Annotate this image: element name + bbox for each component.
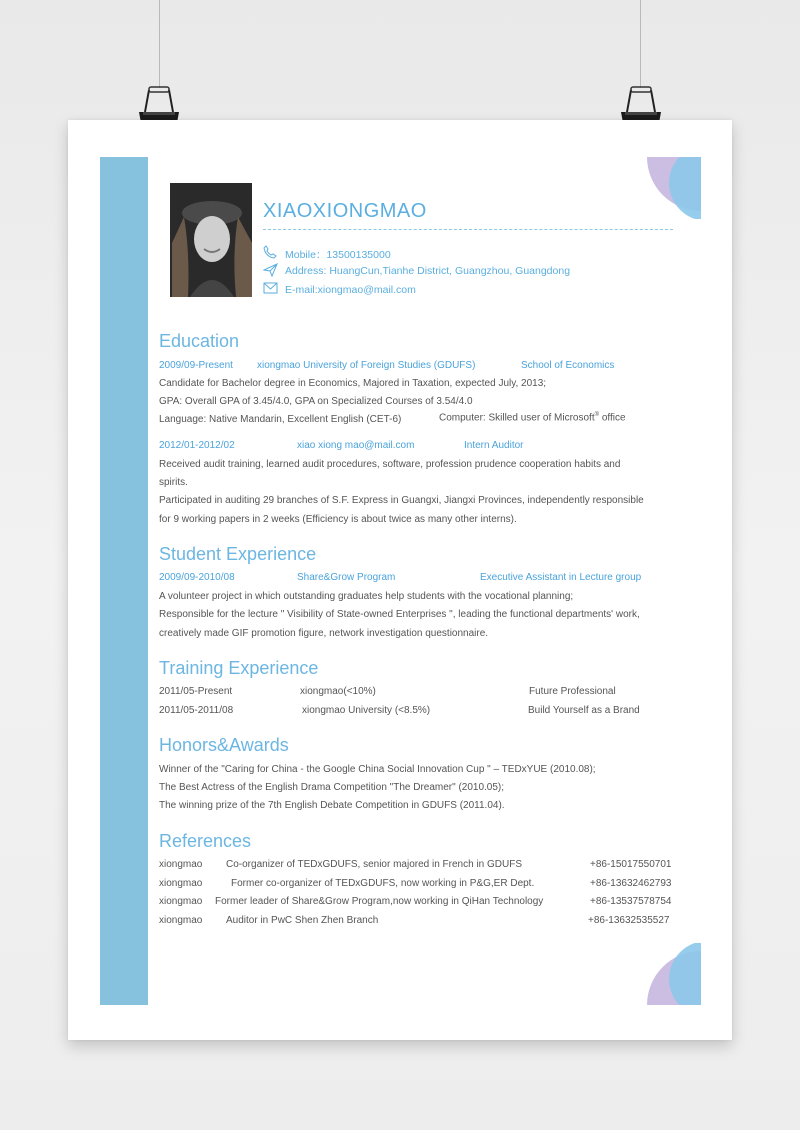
hanging-wire-left bbox=[159, 0, 160, 88]
training-row-date: 2011/05-Present bbox=[159, 686, 233, 697]
hanging-wire-right bbox=[640, 0, 641, 88]
address-text: Address: HuangCun,Tianhe District, Guangzhou, Guangdong bbox=[285, 265, 571, 277]
reference-desc: Former leader of Share&Grow Program,now working in QiHan Technology bbox=[215, 896, 544, 907]
student-line3: creatively made GIF promotion figure, network investigation questionnaire. bbox=[159, 628, 489, 639]
reference-phone: +86-13537578754 bbox=[590, 896, 672, 907]
phone-icon bbox=[263, 245, 277, 259]
education-2-line2: spirits. bbox=[159, 477, 188, 488]
student-org: Share&Grow Program bbox=[297, 572, 396, 583]
honors-line: The winning prize of the 7th English Debate Competition in GDUFS (2011.04). bbox=[159, 800, 505, 811]
training-row-org: xiongmao(<10%) bbox=[300, 686, 376, 697]
student-line2: Responsible for the lecture " Visibility of State-owned Enterprises ", leading the functional departments' work, bbox=[159, 609, 640, 620]
reference-phone: +86-13632462793 bbox=[590, 878, 672, 889]
student-heading: Student Experience bbox=[159, 544, 317, 564]
email-text: E-mail:xiongmao@mail.com bbox=[285, 284, 416, 296]
computer-skill-text: Computer: Skilled user of Microsoft bbox=[439, 412, 595, 424]
resume-sheet bbox=[68, 120, 732, 1040]
education-2-line3: Participated in auditing 29 branches of S.F. Express in Guangxi, Jiangxi Provinces, independently responsible bbox=[159, 495, 644, 506]
mail-icon bbox=[263, 282, 278, 294]
education-2-role: Intern Auditor bbox=[464, 440, 524, 451]
send-icon bbox=[263, 263, 278, 277]
reference-desc: Auditor in PwC Shen Zhen Branch bbox=[226, 915, 379, 926]
reference-name: xiongmao bbox=[159, 878, 203, 889]
honors-line: The Best Actress of the English Drama Competition "The Dreamer" (2010.05); bbox=[159, 782, 505, 793]
education-1-line2: GPA: Overall GPA of 3.45/4.0, GPA on Specialized Courses of 3.54/4.0 bbox=[159, 396, 473, 407]
training-row-desc: Build Yourself as a Brand bbox=[528, 705, 640, 716]
education-2-line4: for 9 working papers in 2 weeks (Efficiency is about twice as many other interns). bbox=[159, 514, 517, 525]
left-sidebar-bar bbox=[100, 157, 148, 1005]
reference-desc: Co-organizer of TEDxGDUFS, senior majored in French in GDUFS bbox=[226, 859, 523, 870]
candidate-name: XIAOXIONGMAO bbox=[263, 200, 427, 222]
references-heading: References bbox=[159, 831, 252, 851]
honors-heading: Honors&Awards bbox=[159, 735, 289, 755]
reference-desc: Former co-organizer of TEDxGDUFS, now working in P&G,ER Dept. bbox=[231, 878, 535, 889]
decor-circles-bottom-right bbox=[645, 943, 701, 1005]
education-1-date: 2009/09-Present bbox=[159, 360, 233, 371]
student-date: 2009/09-2010/08 bbox=[159, 572, 235, 583]
student-role: Executive Assistant in Lecture group bbox=[480, 572, 642, 583]
training-row-date: 2011/05-2011/08 bbox=[159, 705, 234, 716]
student-line1: A volunteer project in which outstanding graduates help students with the vocational planning; bbox=[159, 591, 574, 602]
profile-photo bbox=[170, 183, 252, 297]
computer-skill-suffix: office bbox=[601, 412, 626, 424]
name-divider bbox=[263, 229, 673, 230]
mobile-text: Mobile：13500135000 bbox=[285, 249, 391, 261]
reference-phone: +86-13632535527 bbox=[588, 915, 670, 926]
reference-phone: +86-15017550701 bbox=[590, 859, 672, 870]
reference-name: xiongmao bbox=[159, 859, 203, 870]
honors-line: Winner of the "Caring for China - the Google China Social Innovation Cup " – TEDxYUE (2010.08); bbox=[159, 764, 596, 775]
reference-name: xiongmao bbox=[159, 896, 203, 907]
education-1-computer bbox=[439, 412, 626, 423]
training-heading: Training Experience bbox=[159, 658, 319, 678]
education-heading: Education bbox=[159, 331, 240, 351]
education-2-date: 2012/01-2012/02 bbox=[159, 440, 235, 451]
training-row-org: xiongmao University (<8.5%) bbox=[302, 705, 431, 716]
decor-circles-top-right bbox=[645, 157, 701, 219]
registered-mark: ® bbox=[594, 412, 600, 418]
education-1-line3: Language: Native Mandarin, Excellent English (CET-6) bbox=[159, 414, 402, 425]
education-2-org: xiao xiong mao@mail.com bbox=[297, 440, 415, 451]
education-1-line1: Candidate for Bachelor degree in Economics, Majored in Taxation, expected July, 2013; bbox=[159, 378, 547, 389]
education-2-line1: Received audit training, learned audit procedures, software, profession prudence cooperation habits and bbox=[159, 459, 621, 470]
education-1-org: xiongmao University of Foreign Studies (GDUFS) bbox=[257, 360, 476, 371]
reference-name: xiongmao bbox=[159, 915, 203, 926]
education-1-dept: School of Economics bbox=[521, 360, 615, 371]
training-row-desc: Future Professional bbox=[529, 686, 616, 697]
